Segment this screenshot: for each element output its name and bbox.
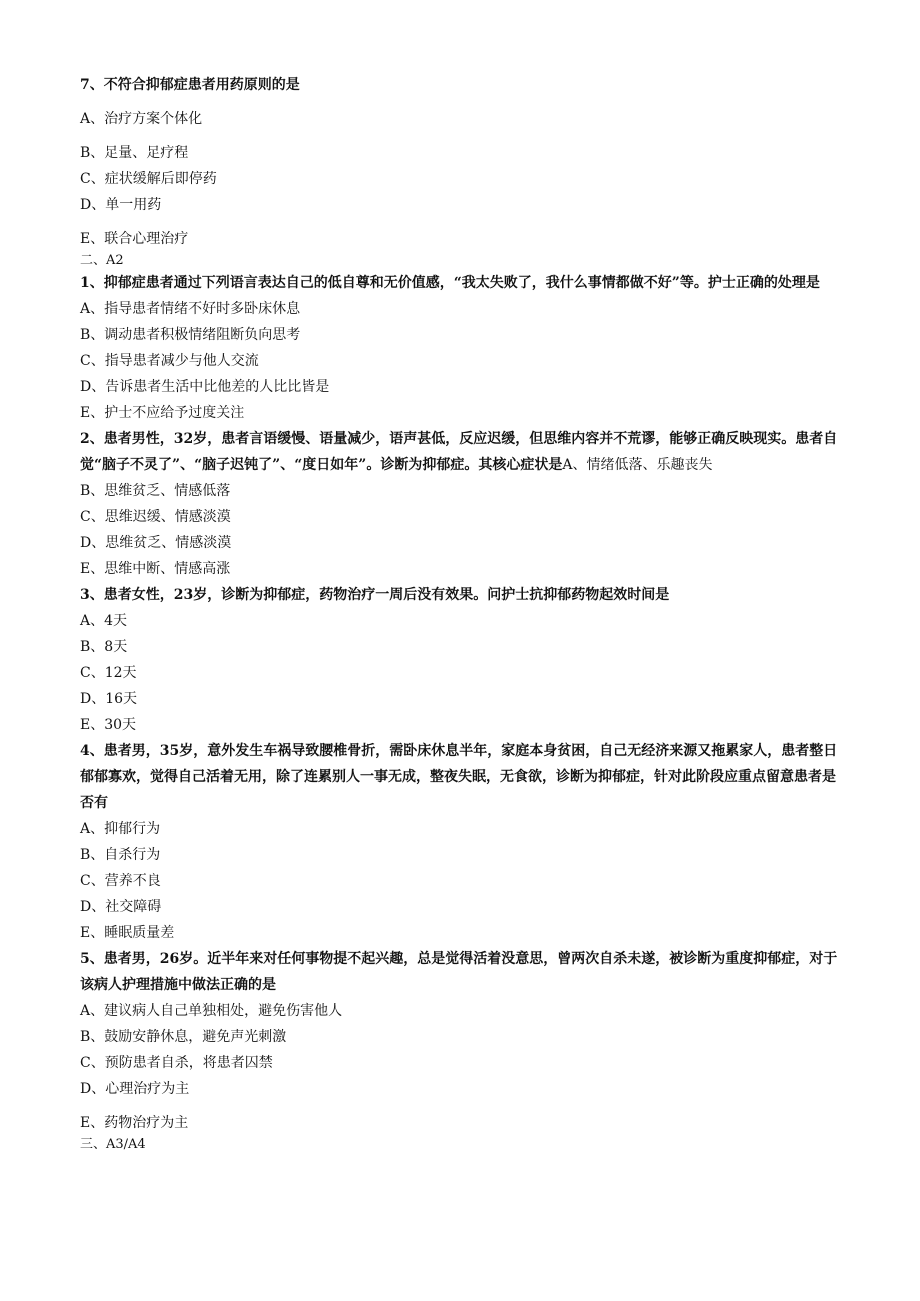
document-page	[80, 72, 840, 1154]
a2-q5-option-a: A、建议病人自己单独相处，避免伤害他人	[80, 1003, 343, 1019]
q7-option-a: A、治疗方案个体化	[80, 111, 203, 127]
a2-q2-stem-text: 2、患者男性，32岁，患者言语缓慢、语量减少，语声甚低，反应迟缓，但思维内容并不荒谬，能够正确反映现实。患者自觉“脑子不灵了”、“脑子迟钝了”、“度日如年”。诊断为抑郁症。其核心症状是	[80, 431, 838, 473]
a2-q1-option-b: B、调动患者积极情绪阻断负向思考	[80, 327, 301, 343]
a2-q1-option-d: D、告诉患者生活中比他差的人比比皆是	[80, 379, 330, 395]
a2-q4-option-c: C、营养不良	[80, 873, 161, 889]
a2-q4-option-e: E、睡眠质量差	[80, 925, 175, 941]
a2-question-4-stem: 4、患者男，35岁，意外发生车祸导致腰椎骨折，需卧床休息半年，家庭本身贫困，自己无经济来源又拖累家人，患者整日郁郁寡欢，觉得自己活着无用，除了连累别人一事无成，整夜失眠，无食欲，诊断为抑郁症，针对此阶段应重点留意患者是否有	[80, 743, 838, 811]
a2-q2-option-c: C、思维迟缓、情感淡漠	[80, 509, 231, 525]
section-a3a4-heading: 三、A3/A4	[80, 1137, 146, 1152]
a2-q3-option-e: E、30天	[80, 717, 137, 733]
a2-q3-option-a: A、4天	[80, 613, 128, 629]
a2-q5-option-c: C、预防患者自杀，将患者囚禁	[80, 1055, 273, 1071]
a2-q1-option-c: C、指导患者减少与他人交流	[80, 353, 259, 369]
a2-q3-option-b: B、8天	[80, 639, 128, 655]
a2-q4-option-b: B、自杀行为	[80, 847, 161, 863]
a2-q1-option-a: A、指导患者情绪不好时多卧床休息	[80, 301, 301, 317]
a2-q1-option-e: E、护士不应给予过度关注	[80, 405, 245, 421]
a2-q5-option-b: B、鼓励安静休息，避免声光刺激	[80, 1029, 287, 1045]
a2-q4-option-d: D、社交障碍	[80, 899, 162, 915]
a2-q2-option-b: B、思维贫乏、情感低落	[80, 483, 231, 499]
question-7-stem: 7、不符合抑郁症患者用药原则的是	[80, 77, 300, 93]
a2-question-5-stem: 5、患者男，26岁。近半年来对任何事物提不起兴趣，总是觉得活着没意思，曾两次自杀未遂，被诊断为重度抑郁症，对于该病人护理措施中做法正确的是	[80, 951, 838, 993]
a2-q5-option-e: E、药物治疗为主	[80, 1115, 189, 1131]
q7-option-c: C、症状缓解后即停药	[80, 171, 217, 187]
a2-q2-option-d: D、思维贫乏、情感淡漠	[80, 535, 232, 551]
a2-question-1-stem: 1、抑郁症患者通过下列语言表达自己的低自尊和无价值感，“我太失败了，我什么事情都做不好”等。护士正确的处理是	[80, 275, 820, 291]
a2-question-2-stem	[80, 426, 840, 478]
a2-q4-option-a: A、抑郁行为	[80, 821, 161, 837]
a2-q2-option-a: A、情绪低落、乐趣丧失	[562, 457, 713, 473]
a2-q3-option-d: D、16天	[80, 691, 138, 707]
section-a2-heading: 二、A2	[80, 253, 124, 268]
a2-q3-option-c: C、12天	[80, 665, 137, 681]
a2-q2-option-e: E、思维中断、情感高涨	[80, 561, 231, 577]
a2-question-3-stem: 3、患者女性，23岁，诊断为抑郁症，药物治疗一周后没有效果。问护士抗抑郁药物起效时间是	[80, 587, 670, 603]
q7-option-e: E、联合心理治疗	[80, 231, 189, 247]
q7-option-d: D、单一用药	[80, 197, 162, 213]
a2-q5-option-d: D、心理治疗为主	[80, 1081, 190, 1097]
q7-option-b: B、足量、足疗程	[80, 145, 189, 161]
